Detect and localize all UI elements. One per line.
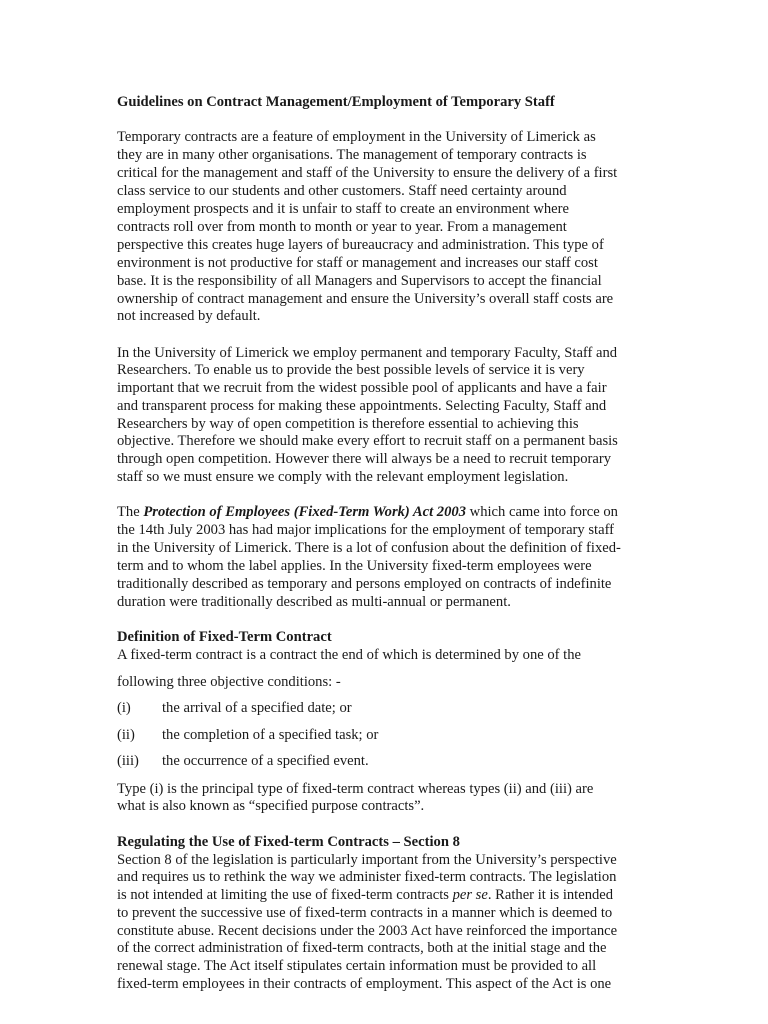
text-line: fixed-term employees in their contracts of employment. This aspect of the Act is one [117, 976, 612, 992]
text-line: not increased by default. [117, 308, 261, 324]
text-line: and transparent process for making these appointments. Selecting Faculty, Staff and [117, 398, 607, 414]
text-line: objective. Therefore we should make every effort to recruit staff on a permanent basis [117, 433, 618, 449]
text-line: of the correct administration of fixed-term contracts, both at the initial stage and the [117, 940, 607, 956]
text-line: the 14th July 2003 has had major implications for the employment of temporary staff [117, 522, 615, 538]
act-lead: The [117, 504, 144, 520]
text-line: employment prospects and it is unfair to staff to create an environment where [117, 201, 569, 217]
text-line: and requires us to rethink the way we administer fixed-term contracts. The legislation [117, 869, 617, 885]
text-line: Temporary contracts are a feature of employment in the University of Limerick as [117, 129, 596, 145]
text-line [117, 503, 618, 521]
text-line [117, 886, 613, 904]
text-line: in the University of Limerick. There is a lot of confusion about the definition of fixed- [117, 540, 621, 556]
list-text: the arrival of a specified date; or [162, 700, 352, 716]
list-number: (i) [117, 700, 131, 716]
text-line: base. It is the responsibility of all Managers and Supervisors to accept the financial [117, 273, 602, 289]
text-line: class service to our students and other customers. Staff need certainty around [117, 183, 567, 199]
text-line: perspective this creates huge layers of bureaucracy and administration. This type of [117, 237, 604, 253]
list-number: (ii) [117, 727, 135, 743]
text-line: In the University of Limerick we employ permanent and temporary Faculty, Staff and [117, 345, 618, 361]
text-line: Section 8 of the legislation is particularly important from the University’s perspective [117, 852, 617, 868]
text-line: Type (i) is the principal type of fixed-term contract whereas types (ii) and (iii) are [117, 781, 594, 797]
text-line: constitute abuse. Recent decisions under the 2003 Act have reinforced the importance [117, 923, 618, 939]
section-heading: Regulating the Use of Fixed-term Contracts – Section 8 [117, 834, 460, 850]
text-line: traditionally described as temporary and persons employed on contracts of indefinite [117, 576, 612, 592]
section-heading: Definition of Fixed-Term Contract [117, 629, 332, 645]
text-line: renewal stage. The Act itself stipulates certain information must be provided to all [117, 958, 597, 974]
act-name: Protection of Employees (Fixed-Term Work) Act 2003 [143, 504, 466, 520]
text-line: to prevent the successive use of fixed-term contracts in a manner which is deemed to [117, 905, 613, 921]
text-line: ownership of contract management and ensure the University’s overall staff costs are [117, 291, 614, 307]
text-segment: is not intended at limiting the use of fixed-term contracts [117, 887, 453, 903]
text-line: contracts roll over from month to month or year to year. From a management [117, 219, 567, 235]
text-line: important that we recruit from the widest possible pool of applicants and have a fair [117, 380, 607, 396]
text-line: term and to whom the label applies. In the University fixed-term employees were [117, 558, 592, 574]
list-text: the occurrence of a specified event. [162, 753, 369, 769]
document-title: Guidelines on Contract Management/Employment of Temporary Staff [117, 94, 555, 110]
list-number: (iii) [117, 753, 139, 769]
text-line: Researchers by way of open competition is therefore essential to achieving this [117, 416, 579, 432]
text-line: they are in many other organisations. The management of temporary contracts is [117, 147, 587, 163]
text-line: duration were traditionally described as multi-annual or permanent. [117, 594, 511, 610]
text-line: A fixed-term contract is a contract the end of which is determined by one of the [117, 647, 581, 663]
list-text: the completion of a specified task; or [162, 727, 379, 743]
act-rest: which came into force on [466, 504, 618, 520]
text-line: through open competition. However there will always be a need to recruit temporary [117, 451, 611, 467]
per-se-italic: per se [452, 887, 488, 903]
text-line: what is also known as “specified purpose contracts”. [117, 798, 425, 814]
text-line: environment is not productive for staff or management and increases our staff cost [117, 255, 598, 271]
text-segment: . Rather it is intended [487, 887, 614, 903]
text-line: Researchers. To enable us to provide the best possible levels of service it is very [117, 362, 585, 378]
text-line: critical for the management and staff of the University to ensure the delivery of a first [117, 165, 618, 181]
text-line: following three objective conditions: - [117, 674, 341, 690]
text-line: staff so we must ensure we comply with the relevant employment legislation. [117, 469, 569, 485]
